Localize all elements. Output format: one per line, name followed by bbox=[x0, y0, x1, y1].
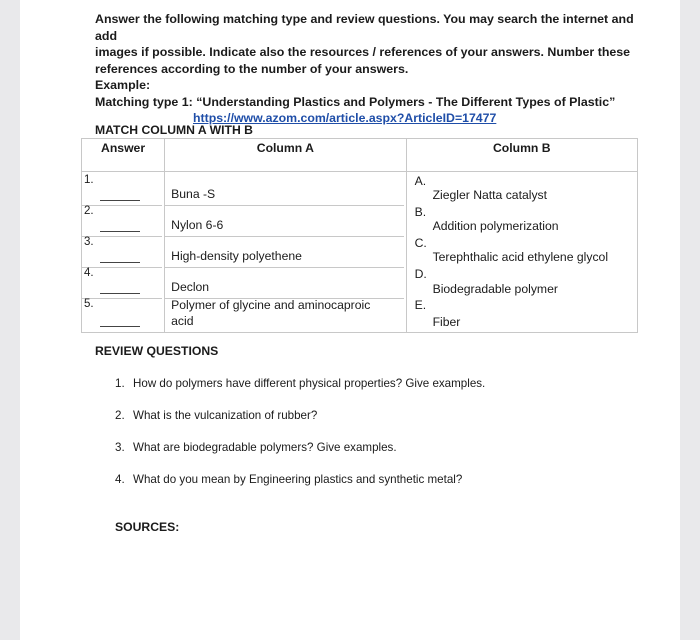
column-a-header: Column A bbox=[165, 139, 406, 172]
document-content bbox=[84, 11, 655, 534]
column-b-item: Biodegradable polymer bbox=[432, 282, 558, 296]
answer-number: 4. bbox=[84, 267, 94, 279]
answer-number: 2. bbox=[84, 205, 94, 217]
instruction-line: images if possible. Indicate also the resources / references of your answers. Number these bbox=[95, 45, 631, 59]
answer-header: Answer bbox=[82, 139, 165, 172]
column-a-item: Declon bbox=[171, 280, 210, 294]
answer-blank[interactable] bbox=[100, 293, 140, 294]
question-text: What is the vulcanization of rubber? bbox=[133, 409, 318, 422]
column-b-item: Addition polymerization bbox=[432, 219, 559, 233]
sources-label: SOURCES: bbox=[115, 520, 180, 534]
column-b-letter: C. bbox=[414, 236, 427, 250]
instruction-line: Answer the following matching type and review questions. You may search the internet and add bbox=[95, 12, 634, 43]
column-b-item: Terephthalic acid ethylene glycol bbox=[432, 250, 609, 264]
answer-item[interactable] bbox=[84, 205, 162, 236]
column-a-item: High-density polyethene bbox=[171, 249, 302, 263]
answer-blank[interactable] bbox=[100, 200, 140, 201]
answer-number: 3. bbox=[84, 236, 94, 248]
instruction-line: references according to the number of your answers. bbox=[95, 61, 409, 76]
match-title: MATCH COLUMN A WITH B bbox=[95, 123, 253, 137]
review-question bbox=[115, 441, 397, 454]
review-question bbox=[115, 377, 485, 390]
answer-blank[interactable] bbox=[100, 326, 140, 327]
column-b-letter: A. bbox=[414, 174, 427, 188]
answer-number: 5. bbox=[84, 298, 94, 310]
column-b-item: Fiber bbox=[432, 315, 461, 329]
matching-heading: Matching type 1: “Understanding Plastics and Polymers - The Different Types of Plastic” bbox=[95, 94, 616, 109]
answer-item[interactable] bbox=[84, 298, 162, 329]
column-a-cell bbox=[165, 172, 406, 333]
question-number: 4. bbox=[115, 473, 125, 486]
document-page bbox=[20, 0, 680, 640]
answer-item[interactable] bbox=[84, 174, 162, 205]
answer-cell bbox=[82, 172, 165, 333]
column-a-item: Polymer of glycine and aminocaproic bbox=[171, 298, 371, 312]
answer-item[interactable] bbox=[84, 267, 162, 298]
column-b-letter: B. bbox=[414, 205, 427, 219]
example-label: Example: bbox=[95, 78, 151, 92]
matching-table bbox=[81, 138, 638, 333]
question-text: How do polymers have different physical properties? Give examples. bbox=[133, 377, 486, 390]
question-number: 3. bbox=[115, 441, 125, 454]
question-number: 2. bbox=[115, 409, 125, 422]
answer-blank[interactable] bbox=[100, 231, 140, 232]
review-title: REVIEW QUESTIONS bbox=[95, 344, 219, 358]
reference-link[interactable]: https://www.azom.com/article.aspx?ArticleID=17477 bbox=[193, 111, 497, 125]
column-a-item: Nylon 6-6 bbox=[171, 218, 224, 232]
column-a-item: Buna -S bbox=[171, 187, 216, 201]
column-b-item: Ziegler Natta catalyst bbox=[432, 188, 548, 202]
answer-blank[interactable] bbox=[100, 262, 140, 263]
column-b-letter: E. bbox=[414, 298, 427, 312]
column-b-letter: D. bbox=[414, 267, 427, 281]
question-number: 1. bbox=[115, 377, 125, 390]
instructions bbox=[95, 11, 655, 127]
review-question bbox=[115, 409, 317, 422]
answer-number: 1. bbox=[84, 174, 94, 186]
question-text: What do you mean by Engineering plastics and synthetic metal? bbox=[133, 473, 463, 486]
review-question bbox=[115, 473, 462, 486]
column-b-header: Column B bbox=[406, 139, 637, 172]
question-text: What are biodegradable polymers? Give examples. bbox=[133, 441, 397, 454]
column-a-item: acid bbox=[171, 314, 194, 328]
answer-item[interactable] bbox=[84, 236, 162, 267]
column-b-cell bbox=[406, 172, 637, 333]
